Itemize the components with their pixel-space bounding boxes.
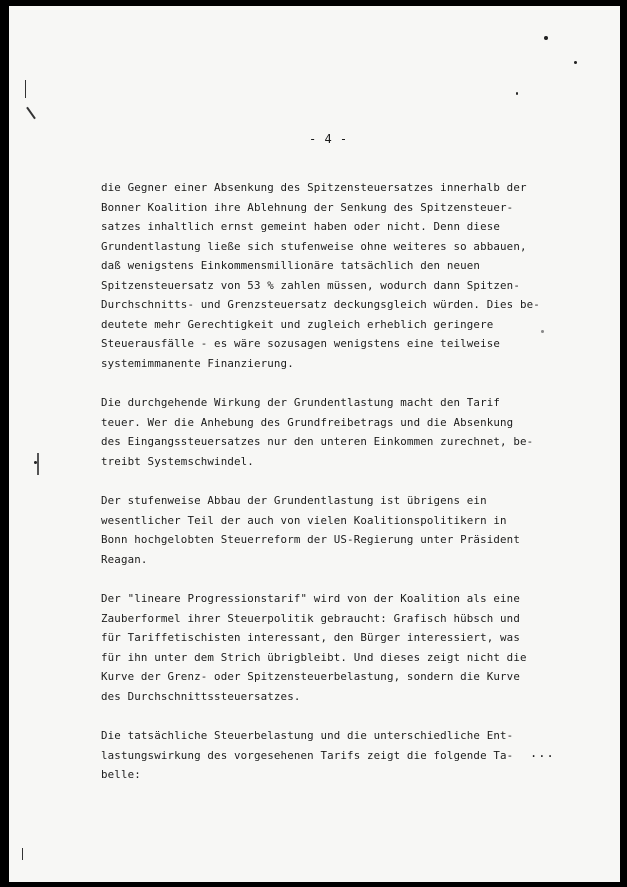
- text-line: Bonner Koalition ihre Ablehnung der Senkung des Spitzensteuer-: [101, 200, 514, 214]
- scan-speck: [34, 461, 37, 464]
- scan-speck: [516, 92, 518, 95]
- scan-mark: [37, 453, 39, 475]
- text-line: systemimmanente Finanzierung.: [101, 356, 294, 370]
- scan-speck: [544, 36, 548, 40]
- text-line: die Gegner einer Absenkung des Spitzensteuersatzes innerhalb der: [101, 181, 527, 194]
- paragraph: [101, 393, 561, 471]
- text-line: Reagan.: [101, 552, 148, 566]
- page-number: - 4 -: [309, 132, 348, 146]
- text-line: Bonn hochgelobten Steuerreform der US-Regierung unter Präsident: [101, 533, 520, 546]
- scan-speck: [574, 61, 577, 64]
- text-line: treibt Systemschwindel.: [101, 454, 254, 468]
- text-line: Steuerausfälle - es wäre sozusagen wenigstens eine teilweise: [101, 337, 501, 350]
- paragraph: [101, 589, 561, 706]
- scan-mark: [25, 80, 26, 98]
- continuation-marker: ...: [530, 746, 555, 760]
- text-line: des Durchschnittssteuersatzes.: [101, 689, 301, 703]
- text-line: Die durchgehende Wirkung der Grundentlastung macht den Tarif: [101, 396, 501, 409]
- text-line: lastungswirkung des vorgesehenen Tarifs zeigt die folgende Ta-: [101, 748, 514, 762]
- document-body: [101, 178, 561, 805]
- paragraph: [101, 726, 561, 785]
- text-line: für ihn unter dem Strich übrigbleibt. Und dieses zeigt nicht die: [101, 650, 527, 664]
- text-line: wesentlicher Teil der auch von vielen Koalitionspolitikern in: [101, 513, 507, 527]
- text-line: daß wenigstens Einkommensmillionäre tatsächlich den neuen: [101, 259, 481, 272]
- text-line: deutete mehr Gerechtigkeit und zugleich erheblich geringere: [101, 317, 494, 331]
- document-page: [9, 6, 620, 882]
- text-line: Der "lineare Progressionstarif" wird von der Koalition als eine: [101, 592, 520, 605]
- text-line: für Tariffetischisten interessant, den Bürger interessiert, was: [101, 631, 520, 644]
- scan-mark: [26, 107, 36, 120]
- text-line: Zauberformel ihrer Steuerpolitik gebraucht: Grafisch hübsch und: [101, 611, 520, 625]
- text-line: Die tatsächliche Steuerbelastung und die unterschiedliche Ent-: [101, 729, 514, 742]
- text-line: Grundentlastung ließe sich stufenweise ohne weiteres so abbauen,: [101, 239, 527, 253]
- text-line: Kurve der Grenz- oder Spitzensteuerbelastung, sondern die Kurve: [101, 670, 520, 683]
- text-line: Der stufenweise Abbau der Grundentlastung ist übrigens ein: [101, 494, 487, 507]
- text-line: Durchschnitts- und Grenzsteuersatz deckungsgleich würden. Dies be-: [101, 298, 540, 311]
- text-line: belle:: [101, 768, 141, 781]
- text-line: teuer. Wer die Anhebung des Grundfreibetrags und die Absenkung: [101, 415, 514, 429]
- text-line: Spitzensteuersatz von 53 % zahlen müssen, wodurch dann Spitzen-: [101, 278, 520, 292]
- text-line: des Eingangssteuersatzes nur den unteren Einkommen zurechnet, be-: [101, 435, 534, 448]
- scan-mark: [22, 848, 23, 860]
- text-line: satzes inhaltlich ernst gemeint haben oder nicht. Denn diese: [101, 220, 501, 233]
- paragraph: [101, 491, 561, 569]
- paragraph: [101, 178, 561, 373]
